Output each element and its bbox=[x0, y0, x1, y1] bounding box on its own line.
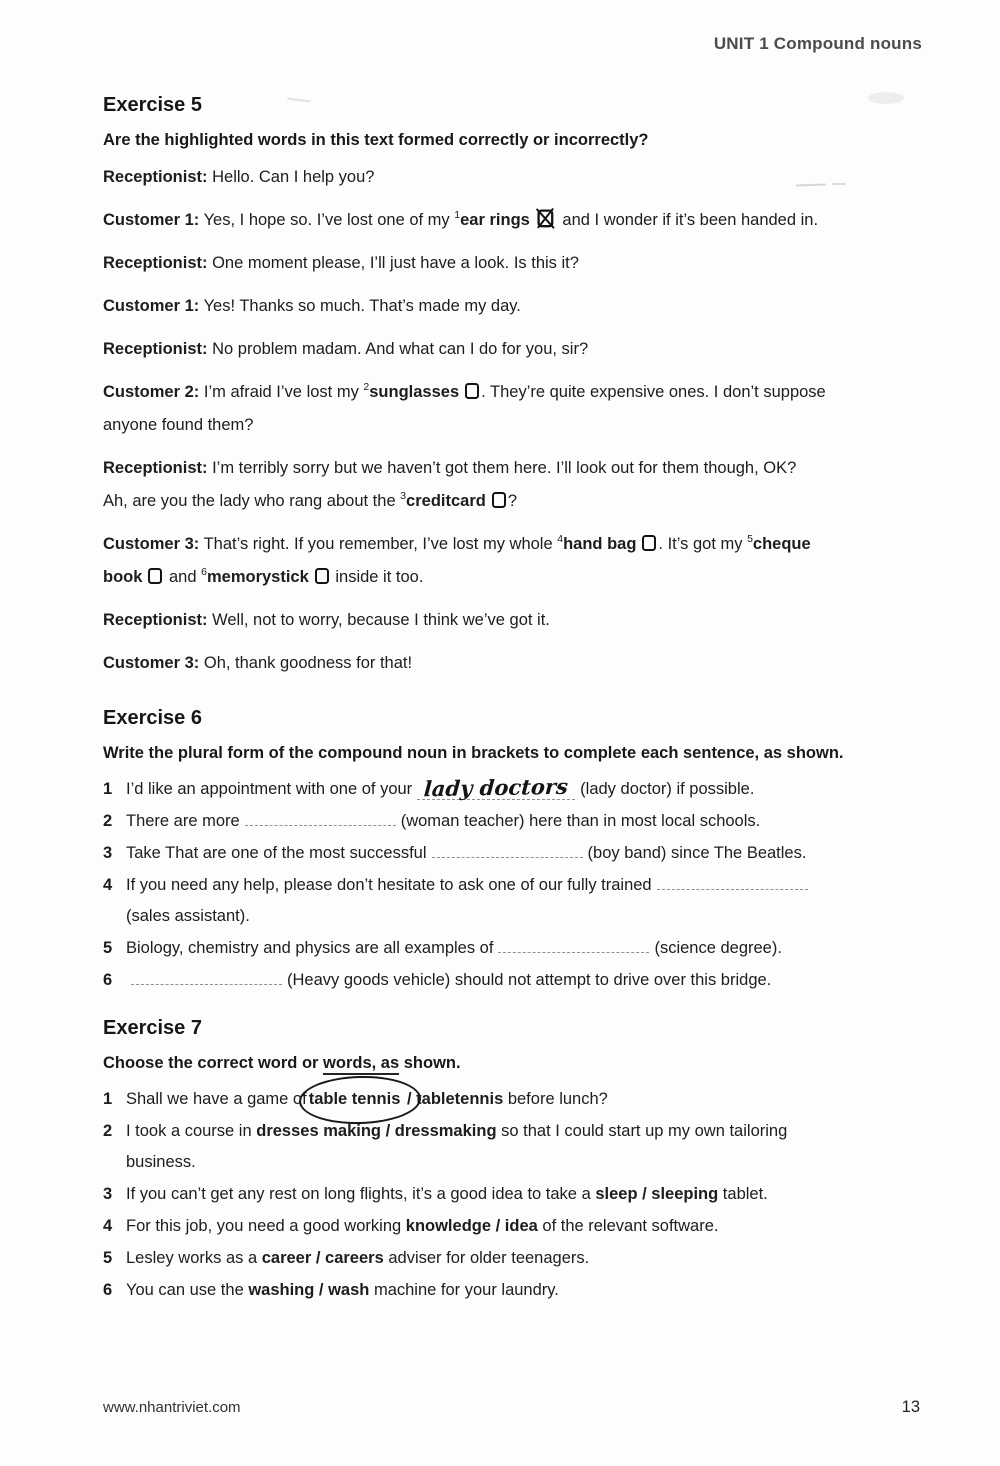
dialogue-line bbox=[103, 333, 927, 366]
text-run: Lesley works as a bbox=[126, 1249, 262, 1267]
dialogue-line bbox=[103, 290, 927, 323]
exercise7-item-4 bbox=[103, 1211, 927, 1242]
text-run: Biology, chemistry and physics are all examples of bbox=[126, 939, 494, 957]
text-run: and I wonder if it’s been handed in. bbox=[557, 211, 819, 229]
text-run: I took a course in bbox=[126, 1122, 257, 1140]
item-text bbox=[126, 1084, 927, 1115]
exercise6-item-3 bbox=[103, 838, 927, 869]
text-run: Yes! Thanks so much. That’s made my day. bbox=[199, 297, 521, 315]
highlighted-term: career / careers bbox=[261, 1249, 384, 1267]
text-run: so that I could start up my own tailoring bbox=[496, 1122, 788, 1140]
text-run: Choose the correct word or bbox=[103, 1054, 324, 1072]
text-run: That’s right. If you remember, I’ve lost my whole bbox=[199, 535, 558, 553]
text-run: You can use the bbox=[126, 1281, 249, 1299]
term-number: 1 bbox=[454, 209, 461, 221]
term-number: 5 bbox=[747, 533, 753, 545]
text-run: inside it too. bbox=[330, 568, 424, 586]
circled-choice bbox=[307, 1084, 403, 1115]
text-run: If you need any help, please don’t hesitate to ask one of our fully trained bbox=[126, 876, 652, 894]
text-run: . They’re quite expensive ones. I don’t suppose bbox=[481, 383, 826, 401]
highlighted-term: table tennis bbox=[308, 1090, 401, 1108]
exercise-5-title: Exercise 5 bbox=[103, 94, 202, 116]
crossed-checkbox-icon bbox=[535, 208, 556, 229]
speaker-label: Receptionist: bbox=[103, 611, 208, 629]
page-content bbox=[103, 94, 927, 1307]
exercise-6-section bbox=[103, 707, 927, 996]
text-run: Oh, thank goodness for that! bbox=[199, 654, 413, 672]
text-run: Ah, are you the lady who rang about the bbox=[103, 492, 401, 510]
item-text bbox=[126, 1179, 927, 1210]
text-run: If you can’t get any rest on long flights, it’s a good idea to take a bbox=[126, 1185, 596, 1203]
checkbox-icon bbox=[465, 383, 479, 399]
term-number: 4 bbox=[557, 533, 564, 545]
text-run: (woman teacher) here than in most local schools. bbox=[400, 812, 761, 830]
exercise-7-section bbox=[103, 1017, 927, 1306]
item-text bbox=[126, 1116, 927, 1178]
exercise6-item-5 bbox=[103, 933, 927, 964]
page-footer bbox=[103, 1398, 920, 1417]
highlighted-term: creditcard bbox=[406, 492, 486, 510]
underlined-text: words, as bbox=[323, 1054, 399, 1075]
text-run: and bbox=[164, 568, 202, 586]
speaker-label: Receptionist: bbox=[103, 168, 208, 186]
exercise6-item-2 bbox=[103, 806, 927, 837]
text-run: of the relevant software. bbox=[537, 1217, 719, 1235]
item-text bbox=[126, 774, 927, 805]
highlighted-term: sleep / sleeping bbox=[595, 1185, 719, 1203]
checkbox-icon bbox=[642, 535, 656, 551]
dialogue-line bbox=[103, 204, 927, 237]
text-run: . It’s got my bbox=[658, 535, 748, 553]
highlighted-term: knowledge / idea bbox=[405, 1217, 538, 1235]
exercise-5-section bbox=[103, 94, 927, 680]
exercise-7-title: Exercise 7 bbox=[103, 1017, 202, 1039]
item-number: 2 bbox=[103, 812, 113, 830]
exercise-6-title: Exercise 6 bbox=[103, 707, 202, 729]
exercise7-item-1 bbox=[103, 1084, 927, 1115]
speaker-label: Customer 3: bbox=[103, 535, 200, 553]
item-text bbox=[126, 933, 927, 964]
text-run: (lady doctor) if possible. bbox=[580, 780, 755, 798]
term-number: 3 bbox=[400, 490, 407, 502]
item-text bbox=[126, 965, 927, 996]
highlighted-term: book bbox=[103, 568, 143, 586]
item-number: 4 bbox=[103, 1217, 113, 1235]
answer-blank bbox=[498, 940, 649, 953]
text-run: shown. bbox=[399, 1054, 461, 1072]
item-number: 1 bbox=[103, 780, 113, 798]
item-number: 3 bbox=[103, 844, 113, 862]
text-run: (science degree). bbox=[654, 939, 782, 957]
text-run: Well, not to worry, because I think we’ve got it. bbox=[207, 611, 550, 629]
item-number: 1 bbox=[103, 1090, 113, 1108]
highlighted-term: hand bag bbox=[563, 535, 637, 553]
text-run: anyone found them? bbox=[103, 416, 254, 434]
answer-blank bbox=[245, 813, 396, 826]
highlighted-term: / tabletennis bbox=[402, 1090, 504, 1108]
text-run: Shall we have a game of bbox=[126, 1090, 307, 1108]
text-run: machine for your laundry. bbox=[369, 1281, 559, 1299]
unit-header: UNIT 1 Compound nouns bbox=[713, 34, 922, 53]
text-run: Take That are one of the most successful bbox=[126, 844, 427, 862]
item-number: 6 bbox=[103, 971, 113, 989]
item-text bbox=[126, 1243, 927, 1274]
speaker-label: Customer 2: bbox=[103, 383, 200, 401]
item-text bbox=[126, 806, 927, 837]
item-text bbox=[126, 838, 927, 869]
handwriting-text: lady doctors bbox=[423, 773, 570, 802]
item-number: 6 bbox=[103, 1281, 113, 1299]
speaker-label: Receptionist: bbox=[103, 340, 208, 358]
text-run: For this job, you need a good working bbox=[126, 1217, 406, 1235]
dialogue-line bbox=[103, 647, 927, 680]
text-run: Yes, I hope so. I’ve lost one of my bbox=[199, 211, 455, 229]
answer-blank bbox=[131, 972, 282, 985]
highlighted-term: washing / wash bbox=[248, 1281, 370, 1299]
checkbox-icon bbox=[492, 492, 506, 508]
dialogue-line bbox=[103, 247, 927, 280]
text-run: business. bbox=[126, 1153, 196, 1171]
text-run: tablet. bbox=[718, 1185, 768, 1203]
text-run: One moment please, I’ll just have a look. Is this it? bbox=[207, 254, 579, 272]
text-run: (sales assistant). bbox=[126, 907, 250, 925]
answer-blank bbox=[432, 845, 583, 858]
highlighted-term: dresses making / dressmaking bbox=[256, 1122, 497, 1140]
item-text bbox=[126, 870, 927, 932]
text-run: I’m terribly sorry but we haven’t got them here. I’ll look out for them though, OK? bbox=[207, 459, 797, 477]
item-number: 5 bbox=[103, 939, 113, 957]
dialogue-line bbox=[103, 528, 927, 594]
exercise7-item-3 bbox=[103, 1179, 927, 1210]
exercise6-item-1 bbox=[103, 774, 927, 805]
highlighted-term: cheque bbox=[752, 535, 811, 553]
highlighted-term: memorystick bbox=[206, 568, 309, 586]
text-run: No problem madam. And what can I do for you, sir? bbox=[207, 340, 589, 358]
text-run: Hello. Can I help you? bbox=[207, 168, 375, 186]
text-run: before lunch? bbox=[503, 1090, 608, 1108]
item-text bbox=[126, 1275, 927, 1306]
text-run: (boy band) since The Beatles. bbox=[587, 844, 807, 862]
item-number: 2 bbox=[103, 1122, 113, 1140]
text-run: adviser for older teenagers. bbox=[383, 1249, 590, 1267]
publisher-url: www.nhantriviet.com bbox=[103, 1399, 241, 1416]
item-number: 5 bbox=[103, 1249, 113, 1267]
term-number: 2 bbox=[363, 381, 370, 393]
item-text bbox=[126, 1211, 927, 1242]
dialogue bbox=[103, 161, 927, 680]
item-number: 4 bbox=[103, 876, 113, 894]
highlighted-term: sunglasses bbox=[369, 383, 460, 401]
text-run: (Heavy goods vehicle) should not attempt to drive over this bridge. bbox=[287, 971, 772, 989]
checkbox-icon bbox=[148, 568, 162, 584]
dialogue-line bbox=[103, 161, 927, 194]
speaker-label: Customer 1: bbox=[103, 211, 200, 229]
exercise-6-instruction: Write the plural form of the compound noun in brackets to complete each sentence, as shown. bbox=[103, 744, 844, 762]
exercise7-item-6 bbox=[103, 1275, 927, 1306]
speaker-label: Receptionist: bbox=[103, 254, 208, 272]
speaker-label: Customer 1: bbox=[103, 297, 200, 315]
answer-blank bbox=[657, 877, 808, 890]
exercise-6-items bbox=[103, 774, 927, 996]
speaker-label: Receptionist: bbox=[103, 459, 208, 477]
handwritten-answer bbox=[417, 773, 575, 802]
dialogue-line bbox=[103, 604, 927, 637]
dialogue-line bbox=[103, 452, 927, 518]
text-run: I’m afraid I’ve lost my bbox=[199, 383, 364, 401]
speaker-label: Customer 3: bbox=[103, 654, 200, 672]
item-number: 3 bbox=[103, 1185, 113, 1203]
exercise-7-items bbox=[103, 1084, 927, 1306]
dialogue-line bbox=[103, 376, 927, 442]
page-number: 13 bbox=[901, 1398, 920, 1416]
exercise6-item-6 bbox=[103, 965, 927, 996]
exercise7-item-2 bbox=[103, 1116, 927, 1178]
exercise-5-instruction: Are the highlighted words in this text formed correctly or incorrectly? bbox=[103, 131, 649, 149]
exercise6-item-4 bbox=[103, 870, 927, 932]
text-run: ? bbox=[507, 492, 518, 510]
term-number: 6 bbox=[201, 566, 207, 578]
text-run: There are more bbox=[126, 812, 240, 830]
highlighted-term: ear rings bbox=[460, 211, 530, 229]
exercise-7-instruction bbox=[103, 1050, 909, 1076]
text-run: I’d like an appointment with one of your bbox=[126, 780, 413, 798]
exercise7-item-5 bbox=[103, 1243, 927, 1274]
checkbox-icon bbox=[315, 568, 329, 584]
